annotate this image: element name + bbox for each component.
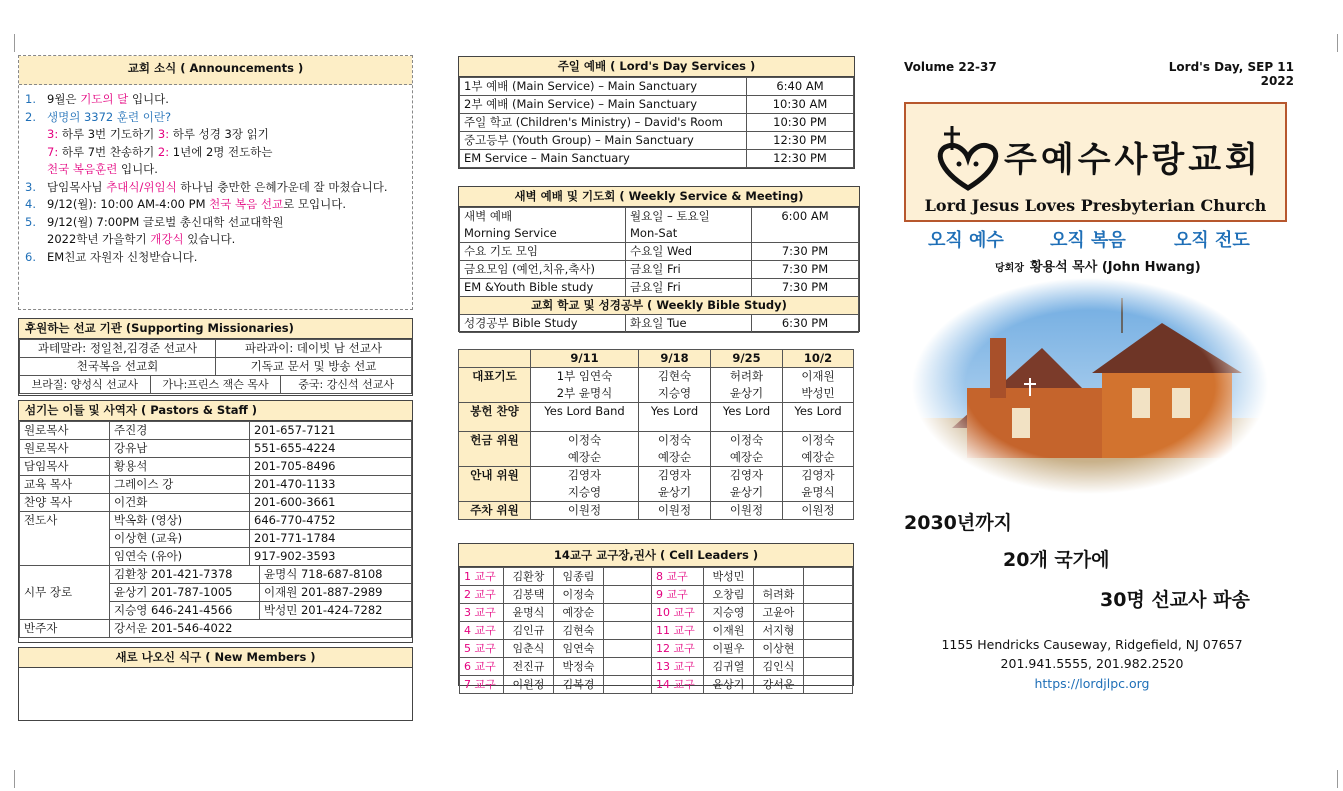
announcement-item: 1. 9월은 기도의 달 입니다.: [25, 92, 169, 106]
table-row: 6 교구 전진규 박정숙 13 교구 김귀열 김인식: [460, 658, 853, 676]
slogan-2: 오직 복음: [1050, 230, 1126, 251]
staff-table: 원로목사 주진경 201-657-7121 원로목사 강유남 551-655-4224 담임목사 황용석 201-705-8496 교육 목사 그레이스 강 201-470-1133 찬양 목사 이건화 201-600-3661 전도사 박옥화 (영상) 646-770-4752 이상현 (교육) 201-771-1784 임연숙 (유아) 917-902-3593: [19, 421, 412, 566]
announcement-item: 4. 9/12(월): 10:00 AM-4:00 PM 천국 복음 선교로 모입니다.: [25, 197, 346, 211]
duty-table: 9/11 9/18 9/25 10/2 대표기도 1부 임연숙 2부 윤명식 김현숙 지승영 허려화 윤상기 이재원 박성민 봉헌 찬양 Yes Lord Band Yes Lord Yes Lord Yes Lord 헌금 위원 이정숙 예장순 이정숙 예장순 이정숙 예장순 이정숙 예장순 안내 위원 김영자 지승영 김영자 윤상기 김영자 윤상기 김영자 윤명식 주차 위원 이원정 이원정 이원정 이원정: [458, 349, 854, 520]
table-row: 1 교구 김환창 임종림 8 교구 박성민: [460, 568, 853, 586]
crop-mark-br: [1327, 770, 1338, 788]
phones: 201.941.5555, 201.982.2520: [1000, 656, 1184, 671]
announcement-item: 3. 담임목사님 추대식/위임식 하나님 충만한 은혜가운데 잘 마쳤습니다.: [25, 179, 388, 194]
elders-table: 시무 장로 김환창 201-421-7378 윤명식 718-687-8108 윤상기 201-787-1005 이재원 201-887-2989 지승영 646-241-4566 박성민 201-424-7282 반주자 강서운 201-546-4022: [19, 565, 412, 638]
church-name: Lord Jesus Loves Presbyterian Church: [924, 196, 1267, 215]
announcements-title: 교회 소식 ( Announcements ): [19, 56, 412, 85]
announcement-item: 2. 생명의 3372 훈련 이란? 3: 하루 3번 기도하기 3: 하루 성경 3장 읽기 7: 하루 7번 찬송하기 2: 1년에 2명 전도하는 천국 복음훈련 입니다.: [25, 109, 273, 176]
pastor-line: 당회장 황용석 목사 (John Hwang): [995, 260, 1201, 275]
weekly-table: 새벽 예배 Morning Service 월요일 – 토요일 Mon-Sat 6:00 AM 수요 기도 모임 수요일 Wed 7:30 PM 금요모임 (예언,치유,축사) 금요일 Fri 7:30 PM EM &Youth Bible study 금요일 Fri 7:30 PM 교회 학교 및 성경공부 ( Weekly Bible Study) 성경공부 Bible Study 화요일 Tue 6:30 PM: [459, 207, 859, 333]
new-members-title: 새로 나오신 식구 ( New Members ): [19, 648, 412, 668]
crop-mark-tr: [1327, 34, 1338, 52]
table-row: 3 교구 윤명식 예장순 10 교구 지승영 고윤아: [460, 604, 853, 622]
address: 1155 Hendricks Causeway, Ridgefield, NJ 07657: [941, 637, 1243, 652]
website-link[interactable]: https://lordjlpc.org: [1034, 676, 1150, 691]
duty-panel: [458, 349, 854, 530]
lords-day-title: 주일 예배 ( Lord's Day Services ): [459, 57, 854, 77]
weekly-title: 새벽 예배 및 기도회 ( Weekly Service & Meeting): [459, 187, 859, 207]
announcement-item: 5. 9/12(월) 7:00PM 글로벌 총신대학 선교대학원 2022학년 가을학기 개강식 있습니다.: [25, 214, 284, 246]
table-row: 7 교구 이원정 김복경 14 교구 윤상기 강서운: [460, 676, 853, 694]
announcements-list: [19, 85, 412, 266]
vision-line-1: 2030년까지: [904, 512, 1012, 534]
cells-table: [459, 567, 853, 694]
staff-title: 섬기는 이들 및 사역자 ( Pastors & Staff ): [19, 401, 412, 421]
vision-line-2: 20개 국가에: [1003, 549, 1110, 571]
logo-korean-text: 주예수사랑교회: [1004, 140, 1262, 180]
crop-mark-tl: [14, 34, 25, 52]
vision-line-3: 30명 선교사 파송: [1100, 589, 1250, 611]
missionaries-table: 과테말라: 정일천,김경준 선교사 파라과이: 데이빗 남 선교사 천국복음 선교회 기독교 문서 및 방송 선교 브라질: 양성식 선교사 가나:프린스 잭슨 목사 중국: 강신석 선교사: [19, 339, 412, 394]
crop-mark-bl: [14, 770, 25, 788]
missionaries-title: 후원하는 선교 기관 (Supporting Missionaries): [19, 319, 412, 339]
lords-day-panel: [458, 56, 855, 169]
church-photo: [912, 278, 1268, 494]
lords-day-table: 1부 예배 (Main Service) – Main Sanctuary 6:40 AM 2부 예배 (Main Service) – Main Sanctuary 10:30 AM 주일 학교 (Children's Ministry) – David's Room 10:30 PM 중고등부 (Youth Group) – Main Sanctuary 12:30 PM EM Service – Main Sanctuary 12:30 PM: [459, 77, 854, 168]
table-row: 2 교구 김봉택 이정숙 9 교구 오창림 허려화: [460, 586, 853, 604]
weekly-panel: [458, 186, 860, 332]
slogan-1: 오직 예수: [928, 230, 1004, 251]
new-members-panel: [18, 647, 413, 721]
announcements-panel: [18, 55, 413, 310]
slogan-3: 오직 전도: [1174, 230, 1250, 251]
heart-cross-icon: [928, 120, 1008, 200]
announcement-item: 6. EM친교 자원자 신청받습니다.: [25, 249, 198, 264]
study-title: 교회 학교 및 성경공부 ( Weekly Bible Study): [460, 297, 859, 315]
church-logo: [904, 102, 1287, 222]
table-row: 5 교구 임춘식 임연숙 12 교구 이필우 이상현: [460, 640, 853, 658]
date-label: Lord's Day, SEP 11 2022: [1168, 60, 1294, 88]
table-row: 4 교구 김인규 김현숙 11 교구 이재원 서지형: [460, 622, 853, 640]
missionaries-panel: [18, 318, 413, 396]
cells-panel: [458, 543, 854, 691]
cells-title: 14교구 교구장,권사 ( Cell Leaders ): [459, 544, 853, 567]
staff-panel: [18, 400, 413, 643]
volume-label: Volume 22-37: [904, 60, 997, 74]
